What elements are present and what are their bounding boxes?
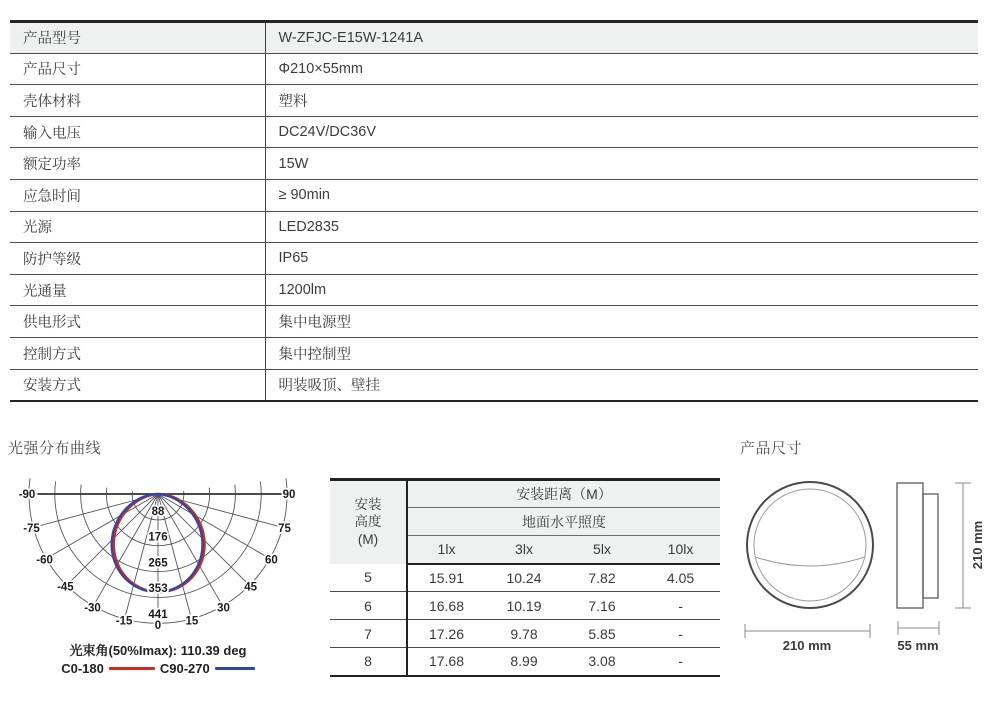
side-height-label: 210 mm (970, 520, 985, 570)
spec-value: ≥ 90min (265, 179, 978, 211)
ring-value-label: 265 (148, 557, 168, 570)
side-width-label: 55 mm (897, 638, 939, 653)
install-value-cell: 4.05 (641, 564, 720, 592)
install-height-header-line: (M) (357, 532, 379, 548)
polar-spoke (158, 494, 270, 559)
install-value-cell: 15.91 (407, 564, 485, 592)
install-value-cell: - (641, 648, 720, 676)
spec-row (10, 116, 978, 148)
angle-tick-label: 90 (282, 489, 296, 501)
angle-tick-label: -90 (18, 489, 36, 501)
spec-row (10, 22, 978, 54)
side-height-dimension (955, 483, 985, 608)
polar-intensity-chart (8, 476, 308, 638)
c0-legend-line (109, 667, 155, 670)
dimension-drawings (735, 478, 1000, 663)
install-distance-table (330, 478, 720, 677)
install-value-cell: 7.82 (563, 564, 641, 592)
install-height-header (330, 480, 407, 564)
spec-label: 产品型号 (10, 22, 265, 54)
install-data-row (330, 648, 720, 676)
front-width-dimension (745, 624, 870, 653)
angle-tick-label: 75 (278, 522, 291, 535)
spec-label: 产品尺寸 (10, 53, 265, 85)
ring-value-label: 353 (148, 583, 168, 596)
unit-header-3lx: 3lx (485, 536, 563, 564)
ring-value-label: 176 (148, 531, 168, 544)
spec-label: 控制方式 (10, 337, 265, 369)
unit-header-1lx: 1lx (407, 536, 485, 564)
angle-tick-label: -15 (115, 615, 133, 628)
spec-label: 壳体材料 (10, 85, 265, 117)
spec-value: 集中电源型 (265, 306, 978, 338)
install-value-cell: 9.78 (485, 620, 563, 648)
angle-tick-label: 30 (217, 602, 230, 615)
front-view (747, 482, 873, 608)
spec-row (10, 243, 978, 275)
polar-spoke (46, 494, 158, 559)
spec-value: W-ZFJC-E15W-1241A (265, 22, 978, 54)
spec-row (10, 337, 978, 369)
spec-label: 应急时间 (10, 179, 265, 211)
spec-value: LED2835 (265, 211, 978, 243)
side-view (897, 483, 938, 608)
spec-label: 额定功率 (10, 148, 265, 180)
install-value-cell: - (641, 620, 720, 648)
photometry-section-title: 光强分布曲线 (8, 440, 102, 457)
spec-label: 光通量 (10, 274, 265, 306)
spec-value: 1200lm (265, 274, 978, 306)
unit-header-5lx: 5lx (563, 536, 641, 564)
install-height-cell: 5 (330, 564, 407, 592)
spec-value: 集中控制型 (265, 337, 978, 369)
angle-tick-label: 45 (244, 581, 257, 594)
spec-row (10, 274, 978, 306)
spec-label: 供电形式 (10, 306, 265, 338)
spec-row (10, 179, 978, 211)
install-value-cell: 17.68 (407, 648, 485, 676)
front-width-label: 210 mm (782, 638, 832, 653)
dimensions-section-title: 产品尺寸 (740, 440, 803, 457)
install-value-cell: 3.08 (563, 648, 641, 676)
side-width-dimension (897, 621, 939, 653)
install-header-row-distance (330, 480, 720, 508)
c90-legend-line (215, 667, 255, 670)
angle-tick-label: 60 (265, 554, 278, 567)
install-data-row (330, 620, 720, 648)
spec-row (10, 85, 978, 117)
spec-row (10, 369, 978, 401)
spec-label: 光源 (10, 211, 265, 243)
install-value-cell: 7.16 (563, 592, 641, 620)
spec-row (10, 53, 978, 85)
install-value-cell: 10.24 (485, 564, 563, 592)
spec-value: 15W (265, 148, 978, 180)
install-data-row (330, 564, 720, 592)
spec-row (10, 306, 978, 338)
unit-header-10lx: 10lx (641, 536, 720, 564)
spec-label: 防护等级 (10, 243, 265, 275)
angle-tick-label: -30 (84, 602, 101, 615)
install-data-row (330, 592, 720, 620)
spec-value: DC24V/DC36V (265, 116, 978, 148)
install-height-cell: 8 (330, 648, 407, 676)
spec-table (10, 20, 978, 402)
install-height-header-line: 高度 (354, 514, 382, 530)
spec-value: 塑料 (265, 85, 978, 117)
install-value-cell: 5.85 (563, 620, 641, 648)
angle-tick-label: -60 (36, 554, 53, 567)
chart-legend (8, 659, 308, 677)
angle-tick-label: -45 (57, 581, 74, 594)
install-distance-header: 安装距离（M） (407, 480, 720, 508)
spec-row (10, 211, 978, 243)
install-value-cell: 8.99 (485, 648, 563, 676)
spec-label: 安装方式 (10, 369, 265, 401)
ring-value-label: 88 (151, 505, 165, 518)
install-value-cell: 10.19 (485, 592, 563, 620)
angle-tick-label: 0 (154, 620, 162, 632)
ring-value-label: 441 (148, 609, 168, 621)
install-height-header-line: 安装 (354, 496, 382, 512)
beam-angle-caption: 光束角(50%Imax): 110.39 deg (69, 643, 247, 658)
install-value-cell: - (641, 592, 720, 620)
legend-label-c90-270: C90-270 (159, 660, 210, 676)
spec-value: 明装吸顶、壁挂 (265, 369, 978, 401)
install-value-cell: 17.26 (407, 620, 485, 648)
angle-tick-label: 15 (185, 615, 199, 628)
angle-tick-label: -75 (23, 522, 40, 535)
spec-row (10, 148, 978, 180)
install-height-cell: 6 (330, 592, 407, 620)
legend-label-c0-180: C0-180 (61, 660, 104, 676)
ground-illuminance-header: 地面水平照度 (407, 508, 720, 536)
install-value-cell: 16.68 (407, 592, 485, 620)
spec-label: 输入电压 (10, 116, 265, 148)
install-height-cell: 7 (330, 620, 407, 648)
spec-value: IP65 (265, 243, 978, 275)
spec-value: Φ210×55mm (265, 53, 978, 85)
